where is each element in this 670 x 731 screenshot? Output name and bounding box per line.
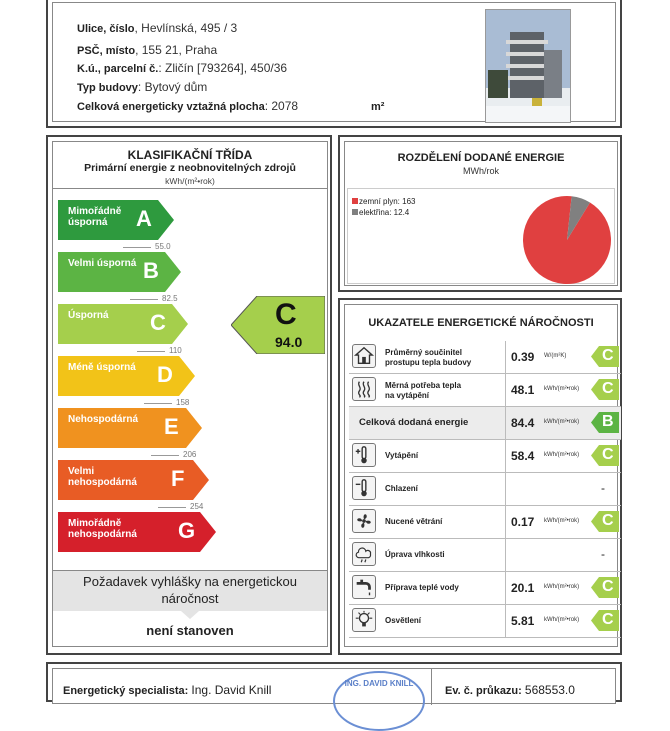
indicator-row bbox=[349, 539, 621, 572]
class-label: Velmi nehospodárná bbox=[68, 466, 137, 488]
indicators-title: UKAZATELE ENERGETICKÉ NÁROČNOSTI bbox=[368, 317, 594, 329]
class-letter: B bbox=[143, 258, 159, 283]
class-badge-c bbox=[591, 610, 619, 631]
class-letter: E bbox=[164, 414, 179, 439]
indicators-inner bbox=[344, 304, 618, 647]
class-ribbon-c bbox=[58, 304, 188, 344]
indicator-label bbox=[385, 517, 442, 527]
result-value: 94.0 bbox=[275, 334, 303, 350]
classification-title: KLASIFIKAČNÍ TŘÍDA bbox=[127, 148, 253, 162]
indicator-dash: - bbox=[601, 481, 605, 495]
class-label: Nehospodárná bbox=[68, 414, 139, 425]
indicator-label bbox=[385, 484, 418, 494]
legend-swatch bbox=[352, 209, 358, 215]
fan-icon bbox=[352, 509, 376, 533]
distribution-legend bbox=[352, 197, 415, 219]
class-letter: A bbox=[136, 206, 152, 231]
badge-letter: C bbox=[602, 380, 614, 397]
indicator-value: 0.39 bbox=[511, 350, 535, 364]
badge-letter: B bbox=[602, 413, 614, 430]
distribution-inner bbox=[344, 141, 618, 286]
class-label: Mimořádně nehospodárná bbox=[68, 518, 137, 540]
building-type-value: Bytový dům bbox=[144, 80, 208, 94]
indicator-unit: kWh/(m²•rok) bbox=[544, 419, 580, 425]
indicator-row bbox=[349, 341, 621, 374]
distribution-title: ROZDĚLENÍ DODANÉ ENERGIE bbox=[397, 152, 565, 164]
legend-item bbox=[352, 208, 415, 219]
threshold-line bbox=[158, 507, 186, 508]
class-ribbon-d bbox=[58, 356, 195, 396]
row-separator bbox=[505, 605, 506, 637]
area-row: Celková energeticky vztažná plocha: 2078 bbox=[77, 99, 299, 113]
footer-inner bbox=[52, 668, 616, 704]
class-badge-c bbox=[591, 577, 619, 598]
cert-value: 568553.0 bbox=[524, 683, 575, 697]
indicator-label bbox=[385, 381, 461, 401]
indicator-label-line1: Nucené větrání bbox=[385, 517, 443, 526]
indicator-unit: W/(m²K) bbox=[544, 353, 567, 359]
indicator-label bbox=[359, 418, 468, 428]
parcel-row: K.ú., parcelní č.: Zličín [793264], 450/36 bbox=[77, 61, 288, 75]
address-inner bbox=[52, 2, 616, 122]
indicator-value: 84.4 bbox=[511, 416, 535, 430]
faucet-icon bbox=[352, 575, 376, 599]
indicator-label bbox=[385, 550, 445, 560]
heat-waves-icon bbox=[352, 377, 376, 401]
area-value: 2078 bbox=[271, 99, 299, 113]
address-panel bbox=[46, 0, 622, 128]
row-separator bbox=[505, 572, 506, 604]
indicator-label-line2: prostupu tepla budovy bbox=[385, 358, 472, 367]
legend-item bbox=[352, 197, 415, 208]
indicator-unit: kWh/(m²•rok) bbox=[544, 617, 580, 623]
indicators-panel bbox=[338, 298, 622, 655]
parcel-value: Zličín [793264], 450/36 bbox=[164, 61, 288, 75]
psc-value: 155 21, Praha bbox=[141, 43, 218, 57]
area-unit: m² bbox=[371, 101, 385, 113]
threshold-label: 110 bbox=[169, 346, 182, 355]
class-badge-c bbox=[591, 445, 619, 466]
indicator-value: 58.4 bbox=[511, 449, 535, 463]
threshold-line bbox=[151, 455, 179, 456]
class-ribbon-b bbox=[58, 252, 181, 292]
row-separator bbox=[505, 341, 506, 373]
indicator-row bbox=[349, 440, 621, 473]
row-separator bbox=[505, 506, 506, 538]
threshold-line bbox=[130, 299, 158, 300]
result-letter: C bbox=[275, 298, 297, 331]
indicator-label-line2: na vytápění bbox=[385, 391, 430, 400]
indicator-value: 0.17 bbox=[511, 515, 535, 529]
indicator-value: 20.1 bbox=[511, 581, 535, 595]
row-separator bbox=[505, 539, 506, 571]
thermometer-plus-icon bbox=[352, 443, 376, 467]
classification-panel bbox=[46, 135, 332, 655]
class-letter: D bbox=[157, 362, 173, 387]
indicator-label bbox=[385, 451, 418, 461]
class-badge-c bbox=[591, 346, 619, 367]
class-ribbon-g bbox=[58, 512, 216, 552]
indicator-value: 48.1 bbox=[511, 383, 535, 397]
stamp bbox=[333, 671, 425, 731]
distribution-panel bbox=[338, 135, 622, 292]
badge-letter: C bbox=[602, 578, 614, 595]
indicator-row bbox=[349, 572, 621, 605]
indicator-label-line1: Průměrný součinitel bbox=[385, 348, 462, 357]
indicator-unit: kWh/(m²•rok) bbox=[544, 584, 580, 590]
distribution-chart-frame bbox=[347, 188, 615, 284]
threshold-label: 254 bbox=[190, 502, 204, 511]
badge-letter: C bbox=[602, 611, 614, 628]
requirement-box bbox=[53, 570, 327, 647]
class-letter: G bbox=[178, 518, 196, 543]
indicator-row bbox=[349, 374, 621, 407]
class-badge-b bbox=[591, 412, 619, 433]
title-separator bbox=[53, 188, 327, 189]
requirement-value: není stanoven bbox=[146, 623, 234, 638]
building-photo bbox=[485, 9, 571, 123]
street-value: Hevlínská, 495 / 3 bbox=[141, 21, 238, 35]
indicator-row bbox=[349, 506, 621, 539]
indicator-label-line1: Chlazení bbox=[385, 484, 418, 493]
requirement-arrow bbox=[181, 611, 199, 619]
indicator-label-line1: Příprava teplé vody bbox=[385, 583, 459, 592]
class-label: Mimořádně úsporná bbox=[68, 206, 122, 228]
class-letter: F bbox=[171, 466, 185, 491]
building-type-row: Typ budovy: Bytový dům bbox=[77, 80, 208, 94]
threshold-line bbox=[144, 403, 172, 404]
classification-inner bbox=[52, 141, 328, 647]
building-image bbox=[486, 10, 570, 122]
row-separator bbox=[505, 407, 506, 439]
specialist-label: Energetický specialista: bbox=[63, 685, 189, 697]
indicator-unit: kWh/(m²•rok) bbox=[544, 452, 580, 458]
class-label: Úsporná bbox=[68, 310, 109, 321]
indicator-label-line1: Osvětlení bbox=[385, 616, 422, 625]
indicator-dash: - bbox=[601, 547, 605, 561]
threshold-label: 82.5 bbox=[162, 294, 178, 303]
threshold-line bbox=[123, 247, 151, 248]
threshold-label: 55.0 bbox=[155, 242, 171, 251]
indicator-label-line1: Celková dodaná energie bbox=[359, 417, 469, 428]
threshold-label: 206 bbox=[183, 450, 197, 459]
thermometer-minus-icon bbox=[352, 476, 376, 500]
class-label: Méně úsporná bbox=[68, 362, 136, 373]
class-badge-c bbox=[591, 511, 619, 532]
stamp-text: ING. DAVID KNILL bbox=[344, 679, 414, 688]
requirement-title: Požadavek vyhlášky na energetickou náročnost bbox=[83, 574, 297, 606]
threshold-line bbox=[137, 351, 165, 352]
class-label: Velmi úsporná bbox=[68, 258, 137, 269]
cert-row bbox=[445, 683, 575, 697]
distribution-unit: MWh/rok bbox=[463, 166, 499, 176]
class-ribbon-e bbox=[58, 408, 202, 448]
house-icon bbox=[352, 344, 376, 368]
badge-letter: C bbox=[602, 446, 614, 463]
indicator-label bbox=[385, 583, 459, 593]
threshold-label: 158 bbox=[176, 398, 190, 407]
street-row: Ulice, číslo, Hevlínská, 495 / 3 bbox=[77, 21, 238, 35]
indicator-value: 5.81 bbox=[511, 614, 535, 628]
specialist-row bbox=[63, 683, 271, 697]
classification-unit: kWh/(m²•rok) bbox=[165, 176, 215, 186]
indicator-label bbox=[385, 348, 471, 368]
distribution-pie bbox=[522, 195, 612, 285]
indicator-unit: kWh/(m²•rok) bbox=[544, 386, 580, 392]
indicator-row bbox=[349, 473, 621, 506]
humidity-icon bbox=[352, 542, 376, 566]
row-separator bbox=[505, 374, 506, 406]
footer-panel bbox=[46, 662, 622, 702]
badge-letter: C bbox=[602, 512, 614, 529]
class-badge-c bbox=[591, 379, 619, 400]
cert-label: Ev. č. průkazu: bbox=[445, 685, 522, 697]
bulb-icon bbox=[352, 608, 376, 632]
row-separator bbox=[505, 473, 506, 505]
legend-swatch bbox=[352, 198, 358, 204]
indicator-label-line1: Měrná potřeba tepla bbox=[385, 381, 462, 390]
psc-row: PSČ, místo, 155 21, Praha bbox=[77, 43, 218, 57]
indicator-row bbox=[349, 605, 621, 638]
class-ribbon-a bbox=[58, 200, 174, 240]
row-separator bbox=[505, 440, 506, 472]
class-ribbon-f bbox=[58, 460, 209, 500]
indicator-row bbox=[349, 407, 621, 440]
indicator-label-line1: Vytápění bbox=[385, 451, 419, 460]
badge-letter: C bbox=[602, 347, 614, 364]
footer-divider bbox=[431, 669, 432, 705]
classification-subtitle: Primární energie z neobnovitelných zdrojů bbox=[84, 162, 296, 174]
legend-label: zemní plyn: 163 bbox=[359, 197, 416, 206]
legend-label: elektřina: 12.4 bbox=[359, 208, 410, 217]
indicator-label-line1: Úprava vlhkosti bbox=[385, 550, 445, 559]
class-letter: C bbox=[150, 310, 166, 335]
indicator-label bbox=[385, 616, 421, 626]
specialist-value: Ing. David Knill bbox=[191, 683, 272, 697]
indicator-unit: kWh/(m²•rok) bbox=[544, 518, 580, 524]
